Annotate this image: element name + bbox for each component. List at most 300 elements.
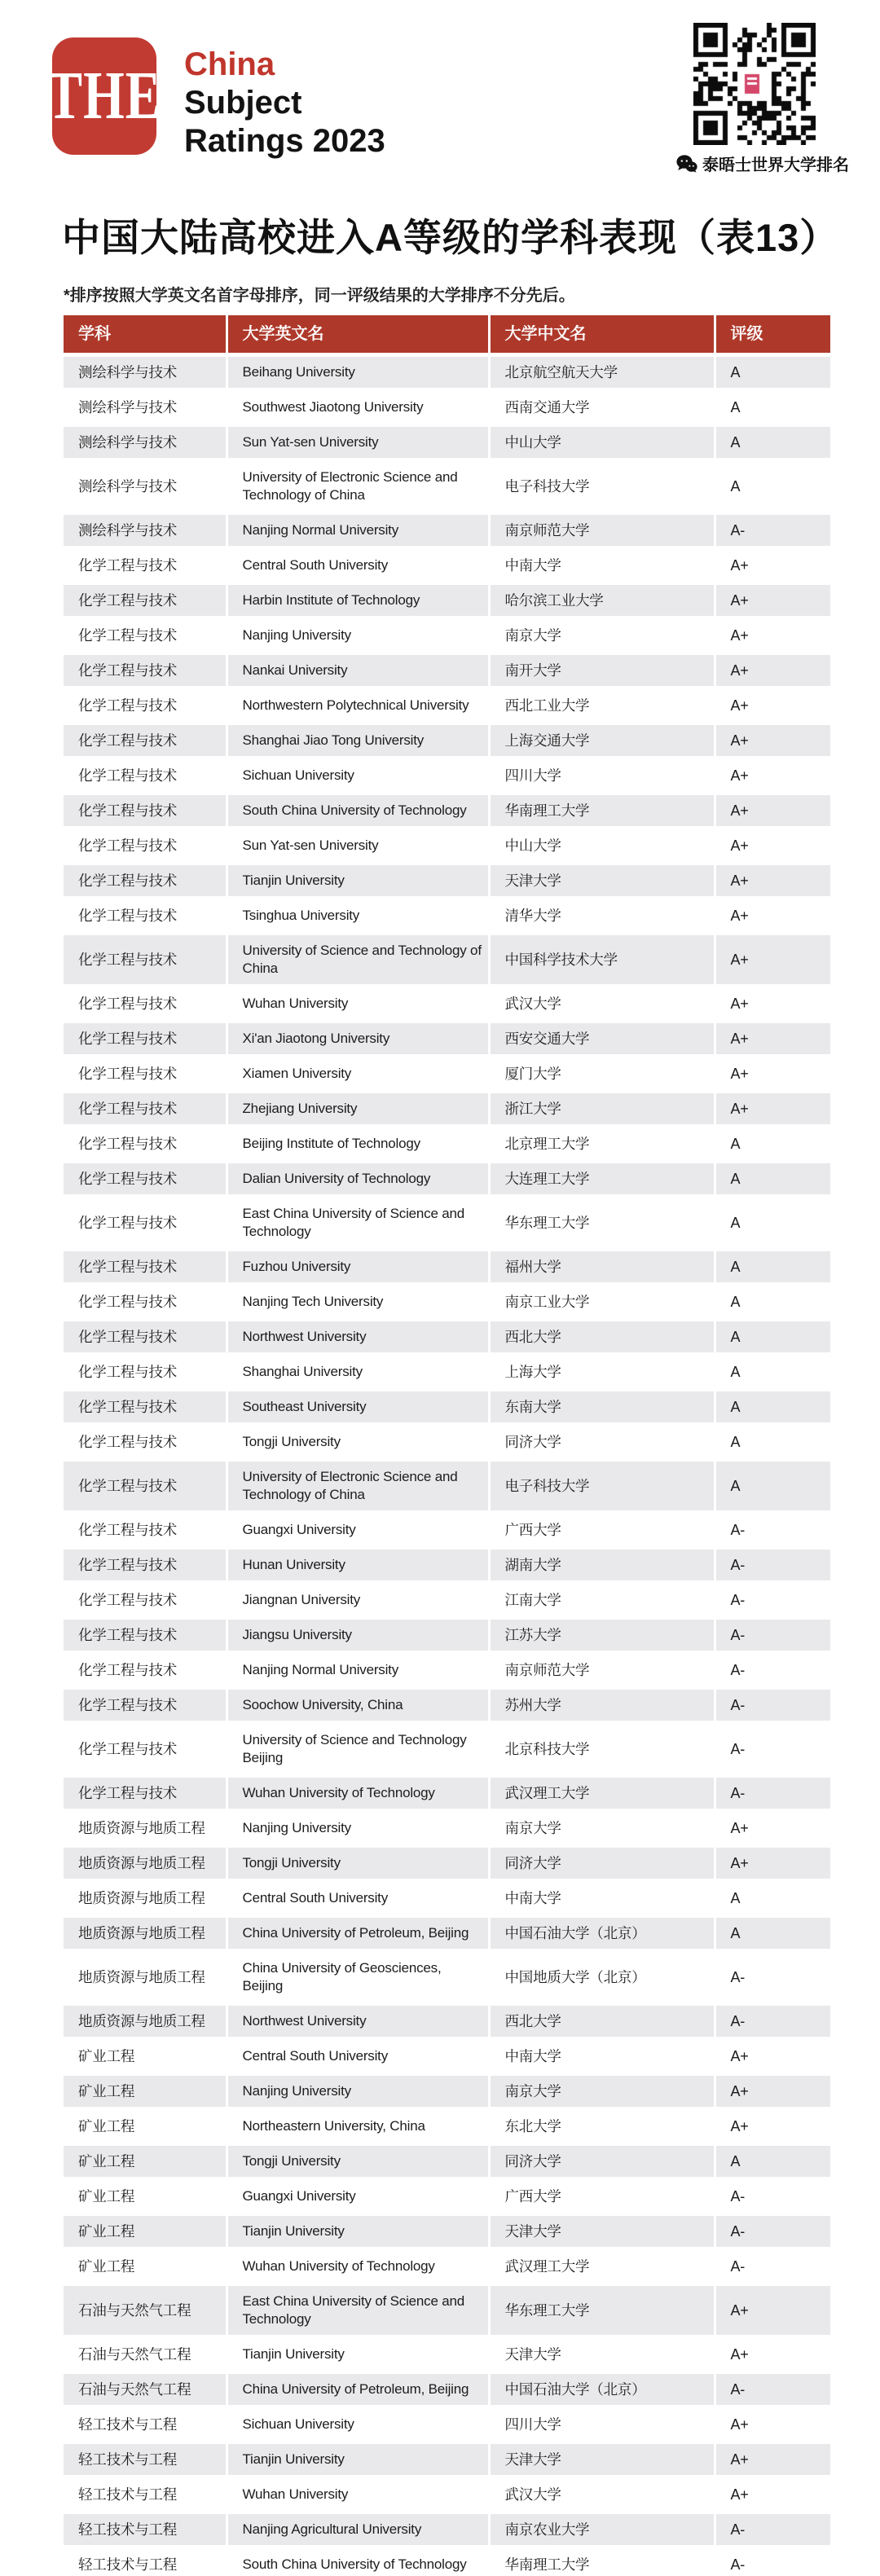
table-row: [64, 1425, 830, 1460]
subject-cell: 地质资源与地质工程: [64, 1881, 227, 1916]
subject-cell: 化学工程与技术: [64, 1723, 227, 1776]
subject-cell: 化学工程与技术: [64, 829, 227, 864]
university-en-cell: Central South University: [227, 1881, 489, 1916]
subject-cell: 化学工程与技术: [64, 1425, 227, 1460]
rating-cell: A-: [715, 2249, 830, 2284]
university-zh-cell: 南开大学: [489, 653, 715, 688]
rating-cell: A+: [715, 987, 830, 1022]
subject-cell: 石油与天然气工程: [64, 2284, 227, 2337]
table-row: [64, 987, 830, 1022]
subject-cell: 化学工程与技术: [64, 1513, 227, 1548]
table-row: [64, 2547, 830, 2576]
university-en-cell: Wuhan University of Technology: [227, 2249, 489, 2284]
subject-cell: 矿业工程: [64, 2039, 227, 2074]
table-row: [64, 2372, 830, 2407]
university-zh-cell: 电子科技大学: [489, 1460, 715, 1513]
rating-cell: A+: [715, 793, 830, 829]
university-zh-cell: 北京科技大学: [489, 1723, 715, 1776]
table-row: [64, 1618, 830, 1653]
table-row: [64, 1285, 830, 1320]
subject-cell: 化学工程与技术: [64, 1548, 227, 1583]
university-en-cell: Beijing Institute of Technology: [227, 1127, 489, 1162]
subject-cell: 化学工程与技术: [64, 934, 227, 987]
university-zh-cell: 武汉理工大学: [489, 2249, 715, 2284]
rating-cell: A: [715, 1162, 830, 1197]
subject-cell: 测绘科学与技术: [64, 460, 227, 513]
table-row: [64, 2284, 830, 2337]
rating-cell: A: [715, 460, 830, 513]
rating-cell: A: [715, 1460, 830, 1513]
table-row: [64, 460, 830, 513]
subject-cell: 矿业工程: [64, 2109, 227, 2144]
university-zh-cell: 南京大学: [489, 618, 715, 653]
the-logo-text: THE: [46, 58, 162, 134]
university-zh-cell: 江苏大学: [489, 1618, 715, 1653]
university-en-cell: China University of Geosciences, Beijing: [227, 1951, 489, 2004]
subject-cell: 化学工程与技术: [64, 1688, 227, 1723]
rating-cell: A-: [715, 2214, 830, 2249]
university-zh-cell: 中国地质大学（北京）: [489, 1951, 715, 2004]
university-en-cell: Central South University: [227, 2039, 489, 2074]
university-en-cell: Northwestern Polytechnical University: [227, 688, 489, 723]
subject-cell: 矿业工程: [64, 2179, 227, 2214]
university-en-cell: University of Electronic Science and Technology of China: [227, 1460, 489, 1513]
university-zh-cell: 四川大学: [489, 2407, 715, 2442]
university-zh-cell: 哈尔滨工业大学: [489, 583, 715, 618]
table-row: [64, 688, 830, 723]
university-zh-cell: 江南大学: [489, 1583, 715, 1618]
university-en-cell: China University of Petroleum, Beijing: [227, 1916, 489, 1951]
university-en-cell: Wuhan University: [227, 987, 489, 1022]
university-zh-cell: 天津大学: [489, 2337, 715, 2372]
sort-note-top: *排序按照大学英文名首字母排序，同一评级结果的大学排序不分先后。: [64, 287, 575, 305]
column-header-subject: 学科: [64, 315, 227, 355]
university-en-cell: Xi'an Jiaotong University: [227, 1022, 489, 1057]
university-zh-cell: 苏州大学: [489, 1688, 715, 1723]
university-en-cell: Guangxi University: [227, 1513, 489, 1548]
university-zh-cell: 清华大学: [489, 899, 715, 934]
subject-cell: 测绘科学与技术: [64, 513, 227, 548]
university-en-cell: Tianjin University: [227, 2337, 489, 2372]
university-en-cell: Harbin Institute of Technology: [227, 583, 489, 618]
rating-cell: A: [715, 1197, 830, 1250]
page-header: [0, 0, 880, 196]
rating-cell: A: [715, 1320, 830, 1355]
rating-cell: A: [715, 355, 830, 390]
university-zh-cell: 同济大学: [489, 2144, 715, 2179]
subject-cell: 化学工程与技术: [64, 1320, 227, 1355]
university-en-cell: Tianjin University: [227, 864, 489, 899]
subject-cell: 化学工程与技术: [64, 1057, 227, 1092]
subject-cell: 地质资源与地质工程: [64, 2004, 227, 2039]
wechat-icon: [676, 155, 697, 173]
table-row: [64, 1022, 830, 1057]
university-zh-cell: 大连理工大学: [489, 1162, 715, 1197]
table-row: [64, 1250, 830, 1285]
rating-cell: A: [715, 1285, 830, 1320]
rating-cell: A+: [715, 583, 830, 618]
subject-cell: 化学工程与技术: [64, 1022, 227, 1057]
subject-cell: 测绘科学与技术: [64, 390, 227, 425]
rating-cell: A+: [715, 723, 830, 758]
university-zh-cell: 天津大学: [489, 2442, 715, 2477]
subject-cell: 化学工程与技术: [64, 1583, 227, 1618]
rating-cell: A+: [715, 2477, 830, 2512]
university-en-cell: Nanjing Normal University: [227, 1653, 489, 1688]
university-en-cell: Shanghai University: [227, 1355, 489, 1390]
table-row: [64, 758, 830, 793]
table-row: [64, 1162, 830, 1197]
rating-cell: A: [715, 390, 830, 425]
table-row: [64, 2512, 830, 2547]
brand-text: [184, 46, 385, 160]
university-zh-cell: 天津大学: [489, 2214, 715, 2249]
qr-block: [693, 23, 849, 174]
subject-cell: 化学工程与技术: [64, 899, 227, 934]
table-row: [64, 513, 830, 548]
university-zh-cell: 中国石油大学（北京）: [489, 2372, 715, 2407]
university-zh-cell: 同济大学: [489, 1846, 715, 1881]
university-en-cell: Nanjing University: [227, 618, 489, 653]
university-zh-cell: 东南大学: [489, 1390, 715, 1425]
university-en-cell: University of Science and Technology of China: [227, 934, 489, 987]
rating-cell: A-: [715, 2179, 830, 2214]
university-en-cell: University of Electronic Science and Technology of China: [227, 460, 489, 513]
rating-cell: A+: [715, 2284, 830, 2337]
university-zh-cell: 北京航空航天大学: [489, 355, 715, 390]
university-en-cell: Tongji University: [227, 1425, 489, 1460]
subject-cell: 轻工技术与工程: [64, 2442, 227, 2477]
table-row: [64, 1460, 830, 1513]
university-zh-cell: 西北大学: [489, 2004, 715, 2039]
table-row: [64, 2109, 830, 2144]
table-row: [64, 2074, 830, 2109]
table-row: [64, 355, 830, 390]
the-logo: [46, 37, 162, 155]
university-en-cell: Wuhan University of Technology: [227, 1776, 489, 1811]
university-en-cell: South China University of Technology: [227, 793, 489, 829]
university-zh-cell: 华南理工大学: [489, 2547, 715, 2576]
table-row: [64, 1723, 830, 1776]
university-zh-cell: 浙江大学: [489, 1092, 715, 1127]
table-row: [64, 864, 830, 899]
university-zh-cell: 西北大学: [489, 1320, 715, 1355]
table-row: [64, 2337, 830, 2372]
subject-cell: 化学工程与技术: [64, 1460, 227, 1513]
rating-cell: A: [715, 425, 830, 460]
subject-cell: 化学工程与技术: [64, 1776, 227, 1811]
university-zh-cell: 中南大学: [489, 548, 715, 583]
table-row: [64, 548, 830, 583]
university-zh-cell: 中山大学: [489, 829, 715, 864]
table-row: [64, 1127, 830, 1162]
university-zh-cell: 华南理工大学: [489, 793, 715, 829]
rating-cell: A+: [715, 1846, 830, 1881]
university-zh-cell: 四川大学: [489, 758, 715, 793]
university-en-cell: East China University of Science and Technology: [227, 2284, 489, 2337]
university-zh-cell: 中山大学: [489, 425, 715, 460]
table-header: [64, 315, 830, 355]
rating-cell: A: [715, 1250, 830, 1285]
university-zh-cell: 中国科学技术大学: [489, 934, 715, 987]
table-row: [64, 618, 830, 653]
subject-cell: 石油与天然气工程: [64, 2337, 227, 2372]
university-en-cell: Nanjing University: [227, 1811, 489, 1846]
subject-cell: 地质资源与地质工程: [64, 1951, 227, 2004]
university-zh-cell: 上海交通大学: [489, 723, 715, 758]
university-zh-cell: 南京工业大学: [489, 1285, 715, 1320]
qr-caption-text: 泰晤士世界大学排名: [702, 156, 849, 174]
rating-cell: A-: [715, 1951, 830, 2004]
rating-cell: A+: [715, 899, 830, 934]
university-en-cell: Zhejiang University: [227, 1092, 489, 1127]
table-row: [64, 1057, 830, 1092]
rating-cell: A-: [715, 1723, 830, 1776]
university-zh-cell: 广西大学: [489, 1513, 715, 1548]
university-zh-cell: 厦门大学: [489, 1057, 715, 1092]
table-row: [64, 2179, 830, 2214]
subject-cell: 化学工程与技术: [64, 1250, 227, 1285]
subject-cell: 化学工程与技术: [64, 618, 227, 653]
table-row: [64, 1811, 830, 1846]
university-zh-cell: 中南大学: [489, 2039, 715, 2074]
table-row: [64, 2249, 830, 2284]
table-row: [64, 1688, 830, 1723]
brand-line-china: China: [184, 46, 275, 82]
university-zh-cell: 上海大学: [489, 1355, 715, 1390]
subject-cell: 化学工程与技术: [64, 1285, 227, 1320]
table-row: [64, 1776, 830, 1811]
table-row: [64, 1548, 830, 1583]
column-header-rating: 评级: [715, 315, 830, 355]
table-row: [64, 1355, 830, 1390]
rating-cell: A+: [715, 688, 830, 723]
table-row: [64, 2407, 830, 2442]
subject-cell: 化学工程与技术: [64, 688, 227, 723]
rating-cell: A-: [715, 1688, 830, 1723]
rating-cell: A: [715, 1916, 830, 1951]
university-en-cell: Tongji University: [227, 2144, 489, 2179]
university-en-cell: Tongji University: [227, 1846, 489, 1881]
table-row: [64, 934, 830, 987]
subject-cell: 地质资源与地质工程: [64, 1811, 227, 1846]
table-row: [64, 793, 830, 829]
rating-cell: A+: [715, 934, 830, 987]
rating-cell: A-: [715, 1618, 830, 1653]
subject-cell: 化学工程与技术: [64, 1390, 227, 1425]
university-en-cell: Northwest University: [227, 1320, 489, 1355]
table-row: [64, 2144, 830, 2179]
subject-cell: 化学工程与技术: [64, 1092, 227, 1127]
subject-cell: 化学工程与技术: [64, 758, 227, 793]
page-title: 中国大陆高校进入A等级的学科表现（表13）: [62, 216, 839, 259]
university-en-cell: Sichuan University: [227, 2407, 489, 2442]
subject-cell: 化学工程与技术: [64, 723, 227, 758]
table-row: [64, 1916, 830, 1951]
university-en-cell: Central South University: [227, 548, 489, 583]
rating-cell: A-: [715, 1513, 830, 1548]
subject-cell: 化学工程与技术: [64, 864, 227, 899]
university-en-cell: Sun Yat-sen University: [227, 829, 489, 864]
subject-cell: 化学工程与技术: [64, 1653, 227, 1688]
brand-line-subject: Subject: [184, 85, 302, 121]
subject-cell: 地质资源与地质工程: [64, 1916, 227, 1951]
university-en-cell: Northwest University: [227, 2004, 489, 2039]
table-row: [64, 1881, 830, 1916]
university-en-cell: Beihang University: [227, 355, 489, 390]
university-zh-cell: 华东理工大学: [489, 2284, 715, 2337]
subject-cell: 矿业工程: [64, 2249, 227, 2284]
table-row: [64, 2477, 830, 2512]
university-zh-cell: 北京理工大学: [489, 1127, 715, 1162]
rating-cell: A+: [715, 1022, 830, 1057]
subject-cell: 测绘科学与技术: [64, 425, 227, 460]
ratings-table: [64, 315, 830, 2576]
rating-cell: A-: [715, 513, 830, 548]
university-en-cell: South China University of Technology: [227, 2547, 489, 2576]
rating-cell: A: [715, 1127, 830, 1162]
column-header-university-zh: 大学中文名: [489, 315, 715, 355]
university-zh-cell: 武汉理工大学: [489, 1776, 715, 1811]
university-en-cell: Southwest Jiaotong University: [227, 390, 489, 425]
rating-cell: A+: [715, 829, 830, 864]
university-zh-cell: 西南交通大学: [489, 390, 715, 425]
university-zh-cell: 电子科技大学: [489, 460, 715, 513]
university-en-cell: Xiamen University: [227, 1057, 489, 1092]
subject-cell: 化学工程与技术: [64, 987, 227, 1022]
subject-cell: 矿业工程: [64, 2074, 227, 2109]
subject-cell: 轻工技术与工程: [64, 2407, 227, 2442]
university-zh-cell: 湖南大学: [489, 1548, 715, 1583]
rating-cell: A: [715, 1881, 830, 1916]
subject-cell: 化学工程与技术: [64, 793, 227, 829]
university-en-cell: Jiangsu University: [227, 1618, 489, 1653]
table-header-row: [64, 315, 830, 355]
table-row: [64, 899, 830, 934]
university-en-cell: Tsinghua University: [227, 899, 489, 934]
subject-cell: 轻工技术与工程: [64, 2547, 227, 2576]
rating-cell: A-: [715, 1653, 830, 1688]
university-en-cell: Hunan University: [227, 1548, 489, 1583]
subject-cell: 化学工程与技术: [64, 1127, 227, 1162]
table-row: [64, 1846, 830, 1881]
table-row: [64, 653, 830, 688]
university-zh-cell: 南京大学: [489, 1811, 715, 1846]
table-row: [64, 1513, 830, 1548]
university-en-cell: Jiangnan University: [227, 1583, 489, 1618]
rating-cell: A: [715, 2144, 830, 2179]
university-en-cell: East China University of Science and Technology: [227, 1197, 489, 1250]
rating-cell: A-: [715, 2512, 830, 2547]
university-en-cell: Wuhan University: [227, 2477, 489, 2512]
university-en-cell: Fuzhou University: [227, 1250, 489, 1285]
rating-cell: A: [715, 1355, 830, 1390]
rating-cell: A: [715, 1390, 830, 1425]
rating-cell: A+: [715, 548, 830, 583]
university-en-cell: Nanjing University: [227, 2074, 489, 2109]
subject-cell: 化学工程与技术: [64, 1162, 227, 1197]
subject-cell: 化学工程与技术: [64, 1355, 227, 1390]
table-row: [64, 1092, 830, 1127]
university-zh-cell: 天津大学: [489, 864, 715, 899]
rating-cell: A+: [715, 2039, 830, 2074]
university-zh-cell: 西安交通大学: [489, 1022, 715, 1057]
qr-code: [693, 23, 816, 145]
rating-cell: A-: [715, 1776, 830, 1811]
table-row: [64, 390, 830, 425]
rating-cell: A: [715, 1425, 830, 1460]
subject-cell: 矿业工程: [64, 2144, 227, 2179]
rating-cell: A+: [715, 864, 830, 899]
university-en-cell: Southeast University: [227, 1390, 489, 1425]
university-zh-cell: 中南大学: [489, 1881, 715, 1916]
table-row: [64, 2039, 830, 2074]
rating-cell: A-: [715, 2547, 830, 2576]
table-row: [64, 723, 830, 758]
subject-cell: 矿业工程: [64, 2214, 227, 2249]
rating-cell: A+: [715, 2442, 830, 2477]
university-en-cell: Nanjing Agricultural University: [227, 2512, 489, 2547]
rating-cell: A+: [715, 2407, 830, 2442]
subject-cell: 化学工程与技术: [64, 1618, 227, 1653]
rating-cell: A-: [715, 2372, 830, 2407]
university-zh-cell: 西北工业大学: [489, 688, 715, 723]
university-en-cell: Guangxi University: [227, 2179, 489, 2214]
university-en-cell: Tianjin University: [227, 2214, 489, 2249]
university-en-cell: Sun Yat-sen University: [227, 425, 489, 460]
subject-cell: 轻工技术与工程: [64, 2512, 227, 2547]
rating-cell: A+: [715, 1092, 830, 1127]
rating-cell: A+: [715, 2109, 830, 2144]
university-zh-cell: 中国石油大学（北京）: [489, 1916, 715, 1951]
subject-cell: 轻工技术与工程: [64, 2477, 227, 2512]
rating-cell: A+: [715, 758, 830, 793]
table-row: [64, 425, 830, 460]
university-zh-cell: 南京师范大学: [489, 513, 715, 548]
table-row: [64, 1320, 830, 1355]
rating-cell: A+: [715, 2074, 830, 2109]
table-body: [64, 355, 830, 2576]
university-en-cell: Nankai University: [227, 653, 489, 688]
table-row: [64, 1197, 830, 1250]
column-header-university-en: 大学英文名: [227, 315, 489, 355]
rating-cell: A-: [715, 1548, 830, 1583]
university-zh-cell: 东北大学: [489, 2109, 715, 2144]
subject-cell: 地质资源与地质工程: [64, 1846, 227, 1881]
university-en-cell: Soochow University, China: [227, 1688, 489, 1723]
university-en-cell: Dalian University of Technology: [227, 1162, 489, 1197]
rating-cell: A+: [715, 653, 830, 688]
rating-cell: A+: [715, 1811, 830, 1846]
table-row: [64, 1951, 830, 2004]
table-row: [64, 1583, 830, 1618]
university-zh-cell: 南京农业大学: [489, 2512, 715, 2547]
university-zh-cell: 广西大学: [489, 2179, 715, 2214]
rating-cell: A-: [715, 1583, 830, 1618]
rating-cell: A+: [715, 618, 830, 653]
university-zh-cell: 武汉大学: [489, 987, 715, 1022]
subject-cell: 化学工程与技术: [64, 583, 227, 618]
subject-cell: 化学工程与技术: [64, 548, 227, 583]
university-en-cell: Northeastern University, China: [227, 2109, 489, 2144]
university-zh-cell: 武汉大学: [489, 2477, 715, 2512]
subject-cell: 测绘科学与技术: [64, 355, 227, 390]
university-en-cell: Nanjing Tech University: [227, 1285, 489, 1320]
subject-cell: 化学工程与技术: [64, 653, 227, 688]
university-zh-cell: 南京师范大学: [489, 1653, 715, 1688]
university-en-cell: Tianjin University: [227, 2442, 489, 2477]
table-row: [64, 829, 830, 864]
